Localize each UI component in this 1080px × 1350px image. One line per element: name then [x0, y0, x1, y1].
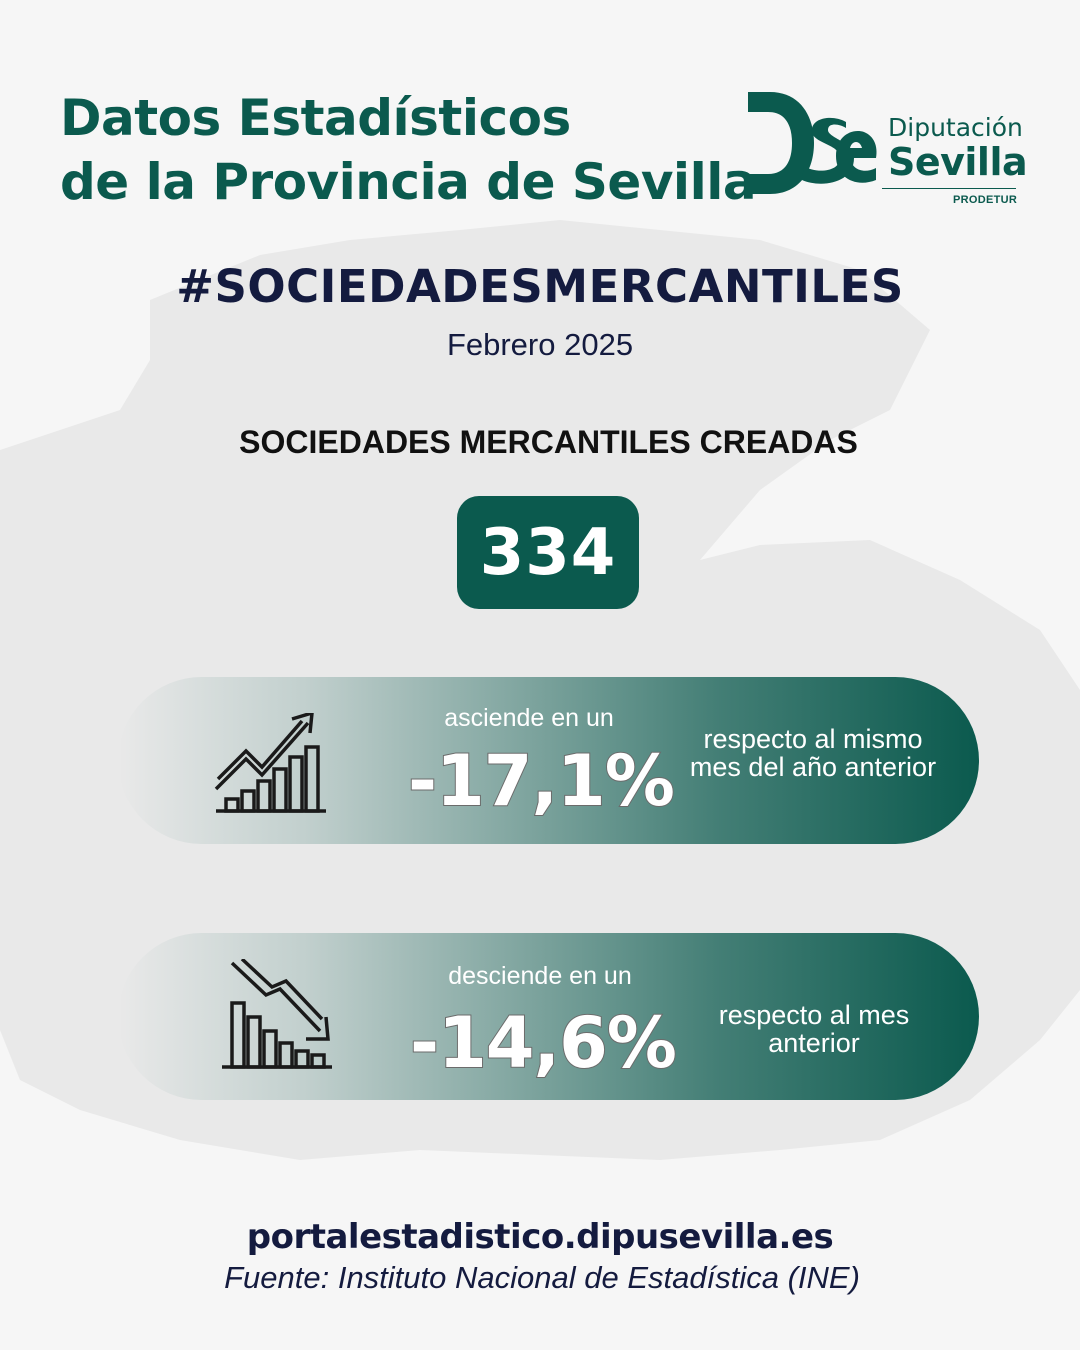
- period-label: Febrero 2025: [446, 327, 634, 362]
- logo-text-sevilla: Sevilla: [888, 140, 1028, 184]
- yearly-change-caption: asciende en un: [444, 704, 614, 732]
- page-title: [60, 86, 756, 214]
- yearly-change-value: -17,1%: [408, 740, 674, 822]
- total-badge: [457, 496, 639, 609]
- hashtag-heading: #SOCIEDADESMERCANTILES: [176, 260, 904, 313]
- yearly-change-card: [118, 677, 979, 844]
- monthly-change-caption: desciende en un: [448, 962, 632, 990]
- monthly-change-note: respecto al mes anterior: [718, 1000, 910, 1058]
- monthly-change-value: -14,6%: [410, 1002, 676, 1084]
- logo-divider: [882, 188, 1016, 189]
- page-title-line1: Datos Estadísticos: [60, 89, 571, 147]
- dse-logo-icon: [748, 92, 878, 194]
- chart-up-icon: [212, 713, 332, 823]
- logo-text-diputacion: Diputación: [888, 113, 1023, 142]
- yearly-change-note: respecto al mismo mes del año anterior: [689, 724, 937, 782]
- source-note: Fuente: Instituto Nacional de Estadística (INE): [224, 1260, 860, 1295]
- total-value: 334: [479, 515, 617, 590]
- monthly-change-card: [118, 933, 979, 1100]
- chart-down-icon: [218, 959, 338, 1069]
- page-title-line2: de la Provincia de Sevilla: [60, 153, 757, 211]
- diputacion-logo: [748, 92, 1028, 212]
- section-title: SOCIEDADES MERCANTILES CREADAS: [239, 424, 858, 460]
- portal-link[interactable]: portalestadistico.dipusevilla.es: [246, 1217, 834, 1257]
- logo-text-prodetur: PRODETUR: [953, 194, 1018, 206]
